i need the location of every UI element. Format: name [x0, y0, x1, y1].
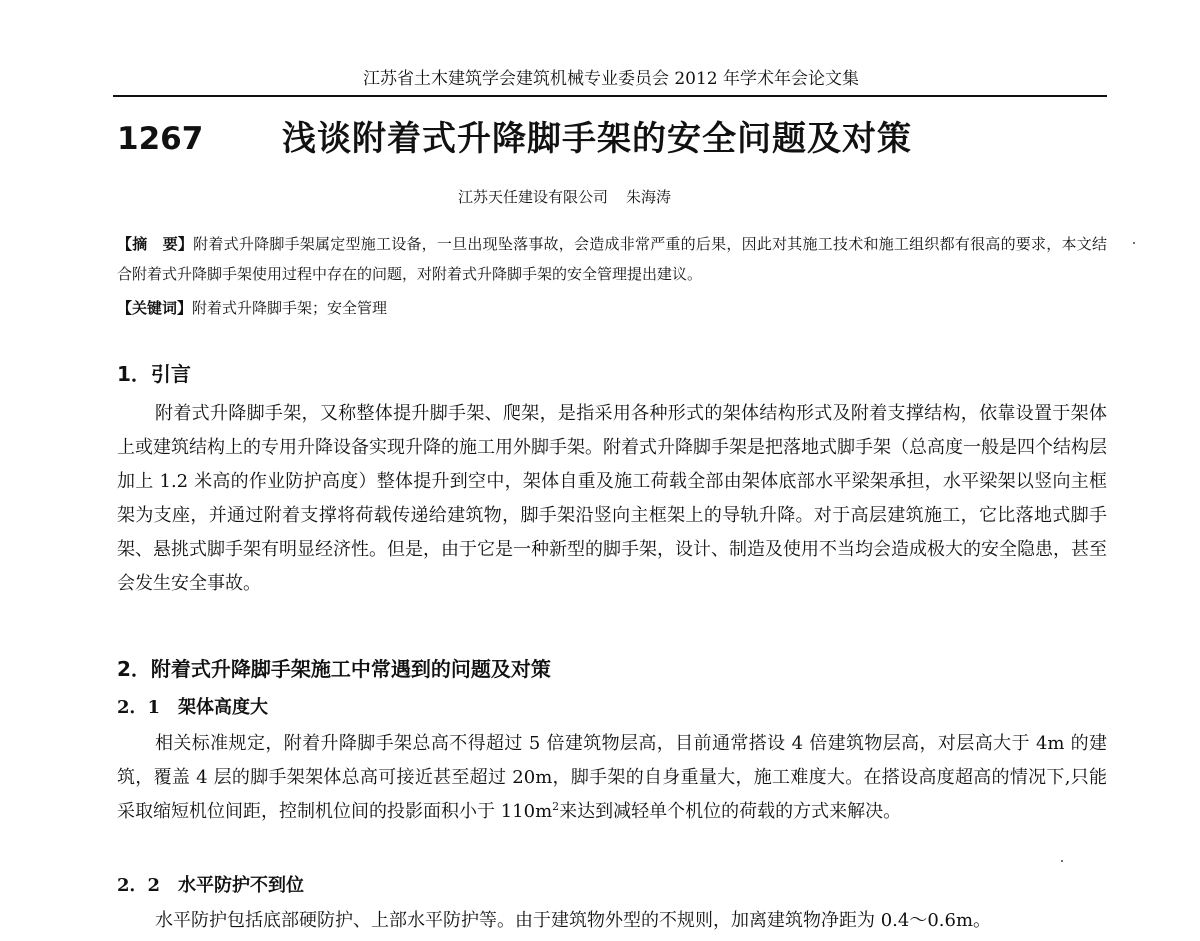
section-2-1-text: 相关标准规定，附着升降脚手架总高不得超过 5 倍建筑物层高，目前通常搭设 4 倍建筑物层高，对层高大于 4m 的建筑，覆盖 4 层的脚手架架体总高可接近甚至超过 20m，脚手架的自身重量大，施工难度大。在搭设高度超高的情况下,只能采取缩短机位间距，控制机位间的投影面积小于 110m [117, 733, 1107, 822]
keywords [117, 294, 1107, 322]
section-2-2-heading: 2．2 水平防护不到位 [117, 875, 305, 896]
section-2-1-paragraph [117, 727, 1107, 829]
scan-speck [1133, 242, 1135, 244]
abstract [117, 229, 1107, 289]
author-name: 朱海涛 [626, 188, 672, 206]
running-header: 江苏省土木建筑学会建筑机械专业委员会 2012 年学术年会论文集 [362, 69, 860, 89]
header-rule [113, 95, 1107, 97]
section-2-2-paragraph: 水平防护包括底部硬防护、上部水平防护等。由于建筑物外型的不规则，加离建筑物净距为 0.4～0.6m。 [155, 910, 992, 931]
abstract-text: 附着式升降脚手架属定型施工设备，一旦出现坠落事故，会造成非常严重的后果，因此对其施工技术和施工组织都有很高的要求，本文结合附着式升降脚手架使用过程中存在的问题，对附着式升降脚手架的安全管理提出建议。 [117, 235, 1107, 283]
section-1-heading: 1．引言 [117, 362, 191, 386]
keywords-label: 【关键词】 [117, 299, 193, 317]
keywords-text: 附着式升降脚手架；安全管理 [192, 299, 388, 317]
section-2-heading: 2．附着式升降脚手架施工中常遇到的问题及对策 [117, 657, 551, 681]
scan-speck [1061, 860, 1063, 862]
section-2-1-text-end: 来达到减轻单个机位的荷载的方式来解决。 [559, 801, 902, 822]
section-2-1-heading: 2．1 架体高度大 [117, 697, 269, 718]
section-1-paragraph: 附着式升降脚手架，又称整体提升脚手架、爬架，是指采用各种形式的架体结构形式及附着支撑结构，依靠设置于架体上或建筑结构上的专用升降设备实现升降的施工用外脚手架。附着式升降脚手架是把落地式脚手架（总高度一般是四个结构层加上 1.2 米高的作业防护高度）整体提升到空中，架体自重及施工荷载全部由架体底部水平梁架承担，水平梁架以竖向主框架为支座，并通过附着支撑将荷载传递给建筑物，脚手架沿竖向主框架上的导轨升降。对于高层建筑施工，它比落地式脚手架、悬挑式脚手架有明显经济性。但是，由于它是一种新型的脚手架，设计、制造及使用不当均会造成极大的安全隐患，甚至会发生安全事故。 [117, 403, 1107, 594]
abstract-label: 【摘 要】 [117, 235, 194, 253]
superscript-2: 2 [552, 800, 560, 813]
paper-number: 1267 [117, 121, 204, 157]
affiliation: 江苏天任建设有限公司 [458, 188, 609, 206]
paper-title: 浅谈附着式升降脚手架的安全问题及对策 [282, 119, 912, 159]
byline [458, 186, 671, 208]
